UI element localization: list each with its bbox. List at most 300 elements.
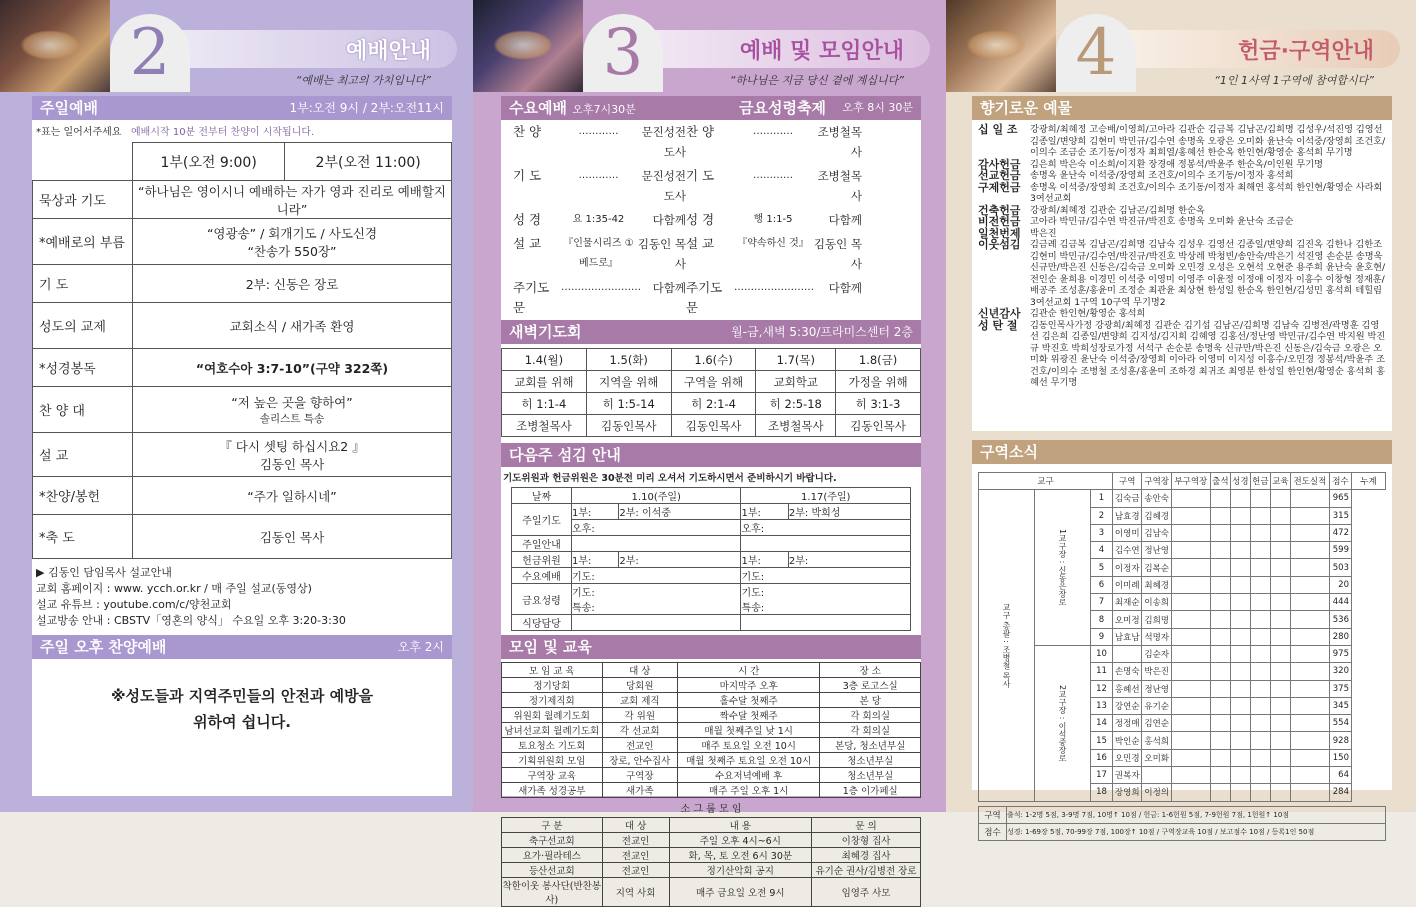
total-cell: 965 [1329,490,1351,507]
day-cell: 1.5(화) [586,349,671,371]
score-cell [1250,784,1270,801]
youtube-link[interactable]: 설교 유튜브 : youtube.com/c/양천교회 [36,598,232,611]
total-cell: 975 [1329,645,1351,662]
zone-header [972,440,1392,464]
cell: 1부: [741,552,788,568]
table-row [502,768,921,783]
cell: 2부: 이석중 [619,504,741,520]
dawn-schedule: 월-금,새벽 5:30/프라미스센터 2층 [731,325,913,339]
zone-no: 13 [1091,697,1113,714]
meetings-content [501,96,921,906]
score-cell [1210,490,1230,507]
header-cell: 교구 [979,473,1113,490]
offering-donors: 김관순 한인현/황영순 홍석희 [1030,308,1146,319]
header-cell: 성경 [1230,473,1250,490]
score-cell [1210,594,1230,611]
afternoon-header [32,635,452,659]
score-cell [1171,576,1210,593]
table-row [502,738,921,753]
offering-item [978,159,1386,171]
cell: 요가·필라테스 [502,848,603,863]
score-cell [1210,680,1230,697]
score-cell [1290,507,1329,524]
offering-donors: 김동인목사가정 강광희/최혜정 김관순 김기섭 김남곤/김희명 김남숙 김병전/곽명훈 김영선 김은희 김종일/변양희 김지성/김지희 김혜영 김홍선/정난영 박민규/김수연 박지원 박진규 박진호 박희성장로가정 서석구 손순분 송명욱 신규만/박은진 신동은/김숙금 오광은 오미화 위광진 윤난숙 이석중/장영희 이아라 이영미 이지성 이흥수/오민경 정봉석/박윤주 조건호/이의수 조병철 조성훈/홍윤미 조하경 최귀조 최영분 한성일 한인현/황영순 홍석희 홍혜선 무기명 [1030,319,1386,388]
sermon-info [32,559,452,635]
service-times: 1부:오전 9시 / 2부:오전11시 [289,101,444,115]
order-cell: 문진성전도사 [641,169,686,203]
order-cell: 주기도문 [686,280,723,315]
cell: 전교인 [602,863,669,878]
offering-item [978,308,1386,320]
leader-cell: 김동인목사 [671,415,756,437]
row-value: “주가 일하시네” [133,477,452,515]
sub-leader: 김순자 [1142,645,1171,662]
score-cell [1171,663,1210,680]
zone-no: 2 [1091,507,1113,524]
stand-note: *표는 일어서주세요 [36,127,122,138]
zone-no: 18 [1091,784,1113,801]
table-row [33,303,452,349]
sub-leader: 박은진 [1142,663,1171,680]
header-cell: 내 용 [669,818,811,833]
homepage-link[interactable]: 교회 홈페이지 : www. ycch.or.kr / 매 주일 설교(동영상) [36,582,312,595]
offerings-content [972,96,1392,431]
header-cell: 헌금 [1250,473,1270,490]
zone-leader: 최재순 [1113,594,1142,611]
score-cell [1210,542,1230,559]
zone-no: 5 [1091,559,1113,576]
score-cell [1290,767,1329,784]
section-title: 향기로운 예물 [980,99,1073,117]
table-row [33,387,452,433]
table-row [33,477,452,515]
table-row [502,863,921,878]
score-cell [1250,507,1270,524]
worship-photo [0,0,110,92]
row-value: 교회소식 / 새가족 환영 [133,303,452,349]
cell: 1부: [572,504,619,520]
score-label: 구역 [979,806,1007,823]
total-cell: 150 [1329,749,1351,766]
row-label: *축 도 [33,515,133,559]
row-label: 주일기도 [512,504,572,536]
offering-item [978,205,1386,217]
score-cell [1290,542,1329,559]
score-cell [1171,645,1210,662]
cell: 화, 목, 토 오전 6시 30분 [669,848,811,863]
offering-type: 일천번제 [978,226,1021,240]
day-cell: 1.8(금) [836,349,921,371]
table-row [502,349,921,371]
zone-leader: 강연순 [1113,697,1142,714]
sub-leader: 이송희 [1142,594,1171,611]
score-cell [1210,611,1230,628]
section-title: 모임 및 교육 [509,638,592,656]
score-cell [1290,663,1329,680]
zone-leader: 손명숙 [1113,663,1142,680]
cell: 당회원 [602,678,677,693]
table-row [502,878,921,907]
total-cell: 536 [1329,611,1351,628]
order-cell: 설 교 [686,236,715,251]
score-cell [1230,507,1250,524]
table-row [512,504,911,520]
dawn-table [501,348,921,437]
total-cell: 444 [1329,594,1351,611]
header-cell: 부구역장 [1171,473,1210,490]
score-cell [1250,490,1270,507]
order-cell: 설 교 [513,236,542,251]
total-cell: 64 [1329,767,1351,784]
sub-leader: 홍석희 [1142,732,1171,749]
score-cell [1230,542,1250,559]
topic-cell: 교회를 위해 [502,371,587,393]
row-line-2: “찬송가 550장” [247,243,337,259]
row-line-1: “영광송” / 회개기도 / 사도신경 [206,225,378,241]
header-cell: 점수 [1329,473,1351,490]
header-cell: 문 의 [812,818,921,833]
cell-line: 기도: [741,588,765,599]
choir-photo [473,0,583,92]
score-cell [1210,559,1230,576]
offering-donors: 박은진 [1030,227,1057,239]
score-label: 점수 [979,823,1007,840]
offering-item [978,320,1386,389]
score-cell [1210,749,1230,766]
row-value: 김동인 목사 [133,515,452,559]
score-cell [1171,697,1210,714]
cell: 최혜경 집사 [812,848,921,863]
order-cell: 기 도 [513,168,542,183]
row-value [133,433,452,477]
cell: 각 회의실 [820,708,921,723]
cell: 오후: [741,520,911,536]
zone-leader [1113,645,1142,662]
table-row [33,143,452,181]
score-cell [1230,663,1250,680]
second-service-header: 2부(오전 11:00) [285,143,452,181]
order-cell: 행 1:1-5 [753,214,793,225]
score-cell [1230,559,1250,576]
sub-leader: 이정의 [1142,784,1171,801]
total-cell: 928 [1329,732,1351,749]
service-time: 오후 2시 [397,640,444,654]
sub-leader: 김혜경 [1142,507,1171,524]
score-cell [1270,680,1290,697]
cell: 임영주 사모 [812,878,921,907]
sub-leader: 정난영 [1142,680,1171,697]
cell: 착한이웃 봉사단(반찬봉사) [502,878,603,907]
wed-fri-order [501,120,921,320]
day-cell: 1.6(수) [671,349,756,371]
order-cell: 찬 양 [513,124,542,139]
order-row [501,208,921,232]
score-cell [1270,559,1290,576]
cell-line: 기도: [572,588,595,599]
score-cell [1230,594,1250,611]
score-cell [1250,542,1270,559]
zone-no: 8 [1091,611,1113,628]
row-label: 찬 양 대 [33,387,133,433]
row-label: *찬양/봉헌 [33,477,133,515]
table-row [502,783,921,798]
offering-item [978,182,1386,205]
order-cell: ………… [578,170,619,181]
cell: 2부: [619,552,741,568]
score-cell [1171,611,1210,628]
score-cell [1171,490,1210,507]
score-cell [1250,663,1270,680]
table-row [502,393,921,415]
cell-line: 특송: [572,603,595,614]
score-cell [1210,715,1230,732]
fri-title: 금요성령축제 [739,99,826,117]
score-cell [1250,767,1270,784]
page-number: 4 [1056,14,1136,92]
score-cell [1250,680,1270,697]
offerings-list [972,120,1392,389]
order-of-worship [32,142,452,559]
order-cell: 다함께 [828,213,862,227]
district-lead: 1교구장 : 신동은장로 [1035,490,1091,646]
row-label: 헌금위원 [512,552,572,568]
score-cell [1230,680,1250,697]
cell: 새가족 성경공부 [502,783,603,798]
cell: 수요저녁예배 후 [677,768,819,783]
sub-leader: 오미화 [1142,749,1171,766]
zone-leader: 홍혜선 [1113,680,1142,697]
header-cell: 시 간 [677,663,819,678]
table-row [502,723,921,738]
zone-leader: 이영미 [1113,524,1142,541]
total-cell: 280 [1329,628,1351,645]
fri-time: 오후 8시 30분 [842,101,913,114]
table-row [502,415,921,437]
page-motto: “예배는 최고의 가치입니다” [295,74,431,87]
cell: 기도: [572,568,741,584]
cell: 각 선교회 [602,723,677,738]
cell: 정기제직회 [502,693,603,708]
next-week-header [501,443,921,467]
cell: 3층 로고스실 [820,678,921,693]
page-2-panel [0,0,473,812]
sub-leader: 김남숙 [1142,524,1171,541]
cell: 교회 제직 [602,693,677,708]
total-cell: 320 [1329,663,1351,680]
score-cell [1290,697,1329,714]
offering-donors: 송명옥 윤난숙 이석중/장영희 조건호/이의수 조기동/이정자 홍석희 [1030,170,1294,181]
date-cell: 1.10(주일) [572,488,741,504]
score-cell [1171,542,1210,559]
offering-type: 건축헌금 [978,203,1021,217]
cell: 짝수달 첫째주 [677,708,819,723]
offering-donors: 강광희/최혜정 김관순 김남곤/김희명 한순옥 [1030,204,1205,216]
score-cell [1270,628,1290,645]
sunday-header [32,96,452,120]
score-cell [1230,576,1250,593]
header-cell: 구역 [1113,473,1142,490]
total-cell: 345 [1329,697,1351,714]
cell: 청소년부실 [820,753,921,768]
order-row [501,276,921,320]
score-cell [1290,628,1329,645]
score-cell [1171,594,1210,611]
offering-donors: 김은희 박은숙 이소희/이지환 장경애 정봉석/박윤주 한순옥/이인원 무기명 [1030,158,1324,170]
score-cell [1210,524,1230,541]
score-cell [1171,507,1210,524]
total-cell: 284 [1329,784,1351,801]
order-cell: 다함께 [652,213,686,227]
date-header: 날짜 [512,488,572,504]
zone-leader: 정정매 [1113,715,1142,732]
offering-item [978,124,1386,159]
page-4-header [946,0,1416,92]
score-cell [1230,524,1250,541]
page-motto: “1인 1사역 1구역에 참여합시다” [1214,74,1374,87]
score-cell [1290,680,1329,697]
cell: 토요청소 기도회 [502,738,603,753]
table-header-row [502,663,921,678]
score-cell [1290,559,1329,576]
section-title: 새벽기도회 [509,323,582,341]
sub-leader: 정난영 [1142,542,1171,559]
offering-type: 구제헌금 [978,180,1021,194]
order-cell: …………………… [561,282,641,293]
table-row [33,515,452,559]
offering-type: 이웃섬김 [978,238,1021,251]
page-motto: “하나님은 지금 당신 곁에 계십니다” [729,74,904,87]
cell: 위원회 월례기도회 [502,708,603,723]
section-title: 주일예배 [40,99,98,117]
row-label: 식당담당 [512,615,572,631]
row-value [133,387,452,433]
offering-donors: 송명옥 이석중/장영희 조건호/이의수 조기동/이정자 최해연 홍석희 한인현/황영순 사라회 3여선교회 [1030,181,1383,204]
row-label: 수요예배 [512,568,572,584]
congregation-photo [946,0,1056,92]
order-cell: 찬 양 [686,124,715,139]
zone-no: 3 [1091,524,1113,541]
table-header-row [979,473,1386,490]
page-title: 예배안내 [345,39,431,64]
day-cell: 1.7(목) [756,349,836,371]
header-cell: 구역장 [1142,473,1171,490]
sub-leader [1142,767,1171,784]
cell: 남녀선교회 월례기도회 [502,723,603,738]
page-title: 예배 및 모임안내 [739,39,904,64]
score-cell [1171,749,1210,766]
district-lead: 2교구장 : 이석중장로 [1035,645,1091,801]
score-cell [1250,697,1270,714]
leader-cell: 김동인목사 [836,415,921,437]
table-row [979,645,1386,662]
cell [572,536,741,552]
zone-leader: 김숙금 [1113,490,1142,507]
cell: 구역장 [602,768,677,783]
sub-leader: 김희명 [1142,611,1171,628]
score-cell [1250,611,1270,628]
order-cell: 조병철목사 [817,125,862,159]
next-week-table [511,487,911,631]
offering-item [978,228,1386,240]
order-cell: 김동인 목사 [813,237,862,271]
offering-donors: 강광희/최혜정 고승배/이영희/고아라 김관순 김금복 김남곤/김희명 김성우/석진영 김영선 김종일/변양희 김현미 박민규/김수연 송명욱 오광은 오미화 윤난숙 이석중/장영희 조건호/이의수 조금순 조기동/이정자 최희열/홍혜선 한순옥 한인현/황영순 홍석희 무기명 [1030,124,1386,158]
table-row [502,678,921,693]
table-row [512,536,911,552]
page-3-header [473,0,946,92]
zone-leader: 오미정 [1113,611,1142,628]
total-cell: 472 [1329,524,1351,541]
score-rule: 성경: 1-69장 5점, 70-99장 7점, 100장↑ 10점 / 구역장교육 10점 / 보고점수 10점 / 등록1인 50점 [1007,823,1386,840]
score-cell [1210,784,1230,801]
score-cell [1230,732,1250,749]
praise-note: 예배시작 10분 전부터 찬양이 시작됩니다. [131,127,315,138]
page-number: 2 [110,14,190,92]
score-cell [1290,645,1329,662]
cell: 구역장 교육 [502,768,603,783]
scripture-cell: 히 3:1-3 [836,393,921,415]
table-row [33,181,452,219]
zone-leader: 오민경 [1113,749,1142,766]
zone-leader: 이정자 [1113,559,1142,576]
total-cell: 375 [1329,680,1351,697]
section-title: 다음주 섬김 안내 [509,446,621,464]
cell: 매주 금요일 오전 9시 [669,878,811,907]
zone-no: 17 [1091,767,1113,784]
table-row [979,806,1386,823]
order-row [501,232,921,276]
cell: 기도: [741,568,911,584]
score-cell [1230,611,1250,628]
score-rule: 출석: 1-2명 5점, 3-9명 7점, 10명↑ 10점 / 헌금: 1-6헌원 5점, 7-9헌원 7점, 1헌원↑ 10점 [1007,806,1386,823]
header-cell: 출석 [1210,473,1230,490]
page-3-panel [473,0,946,906]
cell: 매주 토요일 오전 10시 [677,738,819,753]
score-cell [1270,542,1290,559]
cell: 새가족 [602,783,677,798]
row-label: *예배로의 부름 [33,219,133,265]
order-cell: 기 도 [686,168,715,183]
zone-no: 7 [1091,594,1113,611]
score-cell [1290,490,1329,507]
zone-no: 1 [1091,490,1113,507]
offering-item [978,170,1386,182]
table-row [512,552,911,568]
row-label: 기 도 [33,265,133,303]
cell: 전교인 [602,738,677,753]
score-cell [1250,524,1270,541]
table-row [502,753,921,768]
row-label: 묵상과 기도 [33,181,133,219]
score-cell [1250,715,1270,732]
row-line-2: 김동인 목사 [259,456,325,472]
offering-donors: 김금례 김금복 김남곤/김희명 김남숙 김성우 김영선 김종일/변양희 김진옥 김한나 김한조 김현미 박민규/김수연/박진규/박진호 박상레 박청빈/송안숙/박은기 석진영 손순분 송명욱 신규만/박은진 신동은/김숙금 오미화 오민경 오성은 오현석 오현준 용주희 윤난숙 윤호현/전인순 윤희용 이경민 이석중 이영미 이영주 이윤정 이정애 이정자 이흥수 이창형 정재훈/배공주 조성훈/홍윤미 조정순 최관윤 최상현 한성일 한순옥 한인현/김성민 홍석희 테힐림 3여선교회 1구역 10구역 무기명2 [1030,239,1386,308]
info-line: ▶ 김동인 담임목사 설교안내 [36,566,172,579]
offerings-header [972,96,1392,120]
table-row [512,488,911,504]
order-cell: …………………… [734,282,814,293]
cell: 지역 사회 [602,878,669,907]
score-cell [1270,594,1290,611]
score-cell [1290,715,1329,732]
header-cell: 대 상 [602,663,677,678]
scripture-cell: 히 2:1-4 [671,393,756,415]
score-cell [1270,732,1290,749]
order-row [501,164,921,208]
meetings-header [501,635,921,659]
cell [741,615,911,631]
row-value: 2부: 신동은 장로 [133,265,452,303]
cell [741,584,911,615]
